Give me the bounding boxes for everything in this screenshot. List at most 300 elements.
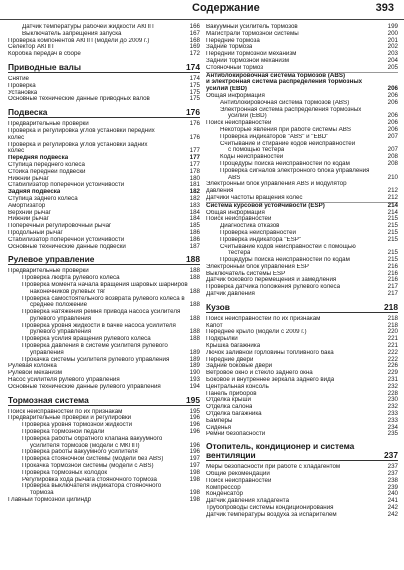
- toc-entry: [8, 96, 200, 103]
- toc-entry-page: 234: [387, 423, 398, 431]
- toc-entry: [8, 83, 200, 90]
- toc-entry-title: Поиск неисправностей по их признакам: [8, 408, 123, 415]
- toc-entry: [206, 237, 398, 244]
- toc-entry-page: 175: [189, 88, 200, 96]
- toc-entry: [8, 148, 200, 155]
- toc-entry-title: Ступица заднего колеса: [8, 195, 78, 202]
- toc-entry-title: Проверка уровня жидкости в бачке насоса усилителя: [22, 322, 176, 329]
- toc-entry-page: 196: [189, 428, 200, 436]
- page-title: Содержание: [192, 2, 260, 14]
- toc-entry-title: Проверка и регулировка углов установки задних: [8, 141, 148, 148]
- toc-entry: [8, 483, 200, 490]
- toc-entry-title: Антиблокировочная система тормозов (ABS): [206, 72, 346, 79]
- toc-entry-page: 215: [387, 235, 398, 243]
- toc-entry: [206, 485, 398, 492]
- toc-entry: [206, 100, 398, 107]
- toc-entry: [206, 498, 398, 505]
- toc-entry-page: 167: [189, 29, 200, 37]
- toc-entry-page: 241: [387, 497, 398, 505]
- toc-entry-title: Задние тормоза: [206, 44, 253, 51]
- toc-entry: [206, 291, 398, 298]
- toc-entry: [206, 181, 398, 188]
- toc-entry-page: 188: [189, 267, 200, 275]
- section-title: Приводные валы: [8, 61, 82, 72]
- toc-entry-page: 190: [189, 369, 200, 377]
- page-header: [0, 0, 404, 20]
- toc-entry: [8, 230, 200, 237]
- toc-entry: [206, 350, 398, 357]
- toc-entry-page: 206: [387, 85, 398, 93]
- toc-entry-page: 198: [189, 468, 200, 476]
- toc-entry-page: 205: [387, 63, 398, 71]
- toc-entry: [8, 275, 200, 282]
- toc-entry: [206, 141, 398, 148]
- toc-entry-title: Проверка компонентов АКПП (модели до 2009 г.): [8, 37, 150, 44]
- toc-entry-title: рулевого управления: [30, 315, 92, 322]
- toc-entry: [8, 196, 200, 203]
- toc-entry-page: 175: [189, 95, 200, 103]
- toc-entry-page: 197: [189, 462, 200, 470]
- toc-entry-title: Амортизатор: [8, 202, 46, 209]
- toc-entry-title: усилий (EBD): [206, 86, 247, 93]
- toc-entry: [206, 491, 398, 498]
- toc-entry-page: 189: [189, 362, 200, 370]
- toc-entry-title: управления: [30, 349, 64, 356]
- toc-entry-title: Датчик давления: [206, 291, 255, 298]
- toc-entry: [8, 329, 200, 336]
- toc-entry: [206, 210, 398, 217]
- toc-entry: [8, 90, 200, 97]
- toc-entry: [206, 264, 398, 271]
- toc-entry-page: 215: [387, 228, 398, 236]
- toc-entry: [206, 216, 398, 223]
- toc-entry-title: Проверка тормозных колодок: [22, 469, 108, 476]
- toc-entry-page: 183: [189, 201, 200, 209]
- toc-entry: [8, 289, 200, 296]
- toc-entry-title: Проверка усилия вращения рулевого колеса: [22, 336, 151, 343]
- toc-entry: [8, 477, 200, 484]
- toc-left-column: [8, 24, 200, 504]
- toc-entry: [206, 257, 398, 264]
- toc-entry-title: Нижний рычаг: [8, 175, 49, 182]
- toc-entry-page: 237: [387, 463, 398, 471]
- toc-entry-page: 238: [387, 476, 398, 484]
- toc-entry-page: 189: [189, 355, 200, 363]
- toc-entry-page: 206: [387, 119, 398, 127]
- toc-entry-title: Основные технические данные подвески: [8, 243, 126, 250]
- toc-entry-title: Электронный блок управления ABS и модулятор: [206, 181, 347, 188]
- toc-entry-page: 188: [189, 274, 200, 282]
- toc-entry-page: 215: [387, 249, 398, 257]
- toc-entry: [206, 464, 398, 471]
- toc-entry-page: 228: [387, 389, 398, 397]
- toc-entry-page: 215: [387, 256, 398, 264]
- toc-entry: [8, 169, 200, 176]
- toc-entry-page: 198: [189, 475, 200, 483]
- toc-entry-title: Коробка передач в сборе: [8, 51, 81, 58]
- toc-entry: [206, 418, 398, 425]
- toc-entry-title: усилителя тормозов (модели с МКПП): [30, 442, 140, 449]
- toc-entry-title: Датчик температуры воздуха за испарителем: [206, 511, 337, 518]
- toc-entry-title: Отделка крыши: [206, 397, 251, 404]
- toc-entry-page: 218: [387, 321, 398, 329]
- toc-entry-page: 184: [189, 208, 200, 216]
- toc-entry: [206, 38, 398, 45]
- toc-entry-page: 195: [189, 407, 200, 415]
- toc-entry-title: Коды неисправностей: [220, 154, 284, 161]
- section-title: Рулевое управление: [8, 254, 95, 265]
- toc-entry-title: Выключатель системы ESP: [206, 270, 286, 277]
- toc-entry-page: 182: [189, 194, 200, 202]
- toc-entry-title: Проверка и регулировка углов установки передних: [8, 127, 155, 134]
- toc-entry-title: Вакуумный усилитель тормозов: [206, 24, 298, 30]
- toc-entry: [8, 323, 200, 330]
- toc-entry-page: 199: [387, 23, 398, 30]
- toc-entry-title: Поиск неисправностей: [206, 120, 272, 127]
- toc-entry-page: 188: [189, 314, 200, 322]
- toc-entry: [8, 76, 200, 83]
- toc-entry-title: Проверка индикатора "ESP": [220, 236, 302, 243]
- toc-entry: [206, 230, 398, 237]
- toc-entry-title: Ремни безопасности: [206, 431, 266, 438]
- toc-entry-title: Проверка неисправностей: [220, 229, 296, 236]
- toc-entry: [8, 422, 200, 429]
- section-title: Кузов: [206, 301, 230, 312]
- toc-entry: [8, 155, 200, 162]
- toc-entry: [8, 128, 200, 135]
- toc-entry: [8, 296, 200, 303]
- toc-section-heading: [8, 395, 200, 406]
- section-page: 188: [186, 254, 200, 265]
- toc-entry-title: Подкрылки: [206, 336, 238, 343]
- toc-entry: [206, 316, 398, 323]
- toc-entry: [8, 182, 200, 189]
- toc-entry-page: 180: [189, 174, 200, 182]
- toc-entry-page: 184: [189, 215, 200, 223]
- toc-entry-title: Прокачка системы усилителя рулевого управления: [22, 356, 170, 363]
- toc-entry-title: Поиск неисправностей: [206, 216, 272, 223]
- toc-entry-page: 203: [387, 50, 398, 58]
- toc-entry-title: Стабилизатор поперечной устойчивости: [8, 182, 125, 189]
- toc-entry-page: 189: [189, 348, 200, 356]
- toc-entry: [8, 316, 200, 323]
- toc-entry: [206, 188, 398, 195]
- toc-entry-page: 178: [189, 167, 200, 175]
- toc-entry-page: 216: [387, 262, 398, 270]
- section-title: Подвеска: [8, 107, 48, 118]
- toc-entry-title: с помощью тестера: [228, 147, 285, 154]
- toc-entry-page: 235: [387, 430, 398, 438]
- toc-entry-page: 206: [387, 125, 398, 133]
- toc-entry-page: 188: [189, 335, 200, 343]
- toc-entry-page: 207: [387, 132, 398, 140]
- toc-entry: [206, 329, 398, 336]
- toc-entry-title: Капот: [206, 322, 223, 329]
- toc-entry-page: 212: [387, 193, 398, 201]
- toc-entry-title: Датчик температуры рабочей жидкости АКПП: [22, 24, 154, 30]
- toc-entry-page: 169: [189, 43, 200, 51]
- toc-entry-page: 198: [189, 489, 200, 497]
- toc-entry-title: Предварительные проверки: [8, 268, 89, 275]
- toc-entry-page: 217: [387, 290, 398, 298]
- toc-entry-title: Нижний рычаг: [8, 216, 49, 223]
- toc-entry-title: Проверка давления в системе усилителя рулевого: [22, 343, 168, 350]
- toc-entry-title: Лючок заливной горловины топливного бака: [206, 349, 334, 356]
- toc-entry-page: 206: [387, 91, 398, 99]
- toc-section-heading: [8, 107, 200, 118]
- toc-entry: [206, 51, 398, 58]
- toc-entry-page: 242: [387, 504, 398, 511]
- toc-entry-page: 233: [387, 410, 398, 418]
- toc-entry-title: Прокачка тормозной системы (модели с ABS): [22, 463, 154, 470]
- toc-entry: [8, 377, 200, 384]
- toc-entry-title: колес: [8, 148, 25, 155]
- toc-entry: [206, 411, 398, 418]
- toc-entry: [8, 162, 200, 169]
- toc-entry-page: 216: [387, 269, 398, 277]
- toc-entry-title: колес: [8, 134, 25, 141]
- toc-entry-page: 215: [387, 215, 398, 223]
- toc-entry-title: Общая информация: [206, 209, 265, 216]
- toc-entry: [8, 203, 200, 210]
- toc-entry-title: тестера: [228, 250, 251, 257]
- toc-entry-page: 174: [189, 74, 200, 82]
- toc-entry: [206, 202, 398, 210]
- page-number: 393: [375, 2, 394, 14]
- toc-entry-title: Стояночный тормоз: [206, 64, 264, 71]
- toc-entry: [206, 431, 398, 438]
- toc-entry-page: 175: [189, 81, 200, 89]
- toc-entry: [206, 244, 398, 251]
- toc-entry: [206, 24, 398, 31]
- toc-entry-title: Снятие: [8, 75, 29, 82]
- toc-entry: [206, 271, 398, 278]
- toc-entry-title: Крышка багажника: [206, 343, 261, 350]
- toc-entry: [8, 302, 200, 309]
- toc-entry-page: 217: [387, 283, 398, 291]
- toc-entry: [206, 147, 398, 154]
- toc-section-heading: [206, 302, 398, 313]
- toc-entry: [206, 343, 398, 350]
- toc-entry-page: 220: [387, 328, 398, 336]
- toc-entry-title: Передние двери: [206, 356, 254, 363]
- toc-entry: [8, 176, 200, 183]
- toc-entry-page: 196: [189, 441, 200, 449]
- toc-entry-title: Ветровое окно и стекло заднего окна: [206, 370, 313, 377]
- toc-section-heading: [8, 62, 200, 73]
- toc-entry-title: Основные технические данные приводных валов: [8, 96, 150, 103]
- toc-entry-title: Боковое и внутреннее зеркала заднего вида: [206, 377, 335, 384]
- toc-entry-title: Электронная система распределения тормозных: [220, 106, 362, 113]
- toc-entry-page: 222: [387, 355, 398, 363]
- section-title: Тормозная система: [8, 394, 89, 405]
- toc-entry: [8, 456, 200, 463]
- toc-entry-page: 196: [189, 421, 200, 429]
- toc-entry: [206, 323, 398, 330]
- toc-entry-title: Центральная консоль: [206, 383, 269, 390]
- toc-entry-page: 197: [189, 455, 200, 463]
- section-page: 237: [384, 450, 398, 461]
- toc-entry-title: Задняя подвеска: [8, 189, 61, 196]
- toc-entry: [8, 237, 200, 244]
- toc-entry: [8, 470, 200, 477]
- toc-entry-page: 242: [387, 510, 398, 518]
- toc-entry-title: Процедуры поиска неисправностей по кодам: [220, 160, 350, 167]
- toc-entry: [8, 38, 200, 45]
- toc-entry: [206, 113, 398, 120]
- toc-entry-title: Основные технические данные рулевого управления: [8, 383, 161, 390]
- toc-entry-title: и электронная система распределения тормозных: [206, 79, 363, 86]
- toc-entry: [206, 154, 398, 161]
- toc-entry-title: Трубопроводы системы кондиционирования: [206, 505, 334, 511]
- toc-entry: [8, 44, 200, 51]
- toc-entry: [8, 443, 200, 450]
- toc-entry: [8, 309, 200, 316]
- toc-entry-title: Общие рекомендации: [206, 471, 270, 478]
- toc-entry-title: Ступица переднего колеса: [8, 161, 85, 168]
- toc-entry-title: Проверка самостоятельного возврата рулевого колеса в: [22, 295, 185, 302]
- toc-entry: [206, 357, 398, 364]
- toc-entry: [8, 409, 200, 416]
- toc-entry-page: 193: [189, 376, 200, 384]
- toc-entry: [206, 377, 398, 384]
- toc-entry-page: 206: [387, 112, 398, 120]
- toc-entry-title: Поиск неисправностей: [206, 477, 272, 484]
- toc-entry-title: Диагностика отказов: [220, 223, 280, 230]
- toc-entry-title: Датчики частоты вращения колес: [206, 194, 303, 201]
- toc-entry: [8, 189, 200, 196]
- toc-entry-page: 194: [189, 382, 200, 390]
- toc-entry-page: 214: [387, 208, 398, 216]
- section-title: Отопитель, кондиционер и система вентиляции: [206, 441, 355, 461]
- toc-entry: [206, 93, 398, 100]
- toc-entry: [206, 127, 398, 134]
- toc-entry-title: Регулировка хода рычага стояночного тормоза: [22, 476, 157, 483]
- toc-entry-title: Общая информация: [206, 92, 265, 99]
- toc-entry-title: Проверка выключателя индикатора стояночного: [22, 483, 162, 490]
- toc-entry-title: Бамперы: [206, 417, 233, 424]
- toc-entry-title: Магистрали тормозной системы: [206, 30, 299, 37]
- toc-right-column: [206, 24, 398, 519]
- toc-entry: [8, 429, 200, 436]
- section-page: 174: [186, 61, 200, 72]
- toc-entry-title: Передняя подвеска: [8, 155, 69, 162]
- toc-entry-title: Проверка индикаторов "ABS" и "EBD": [220, 133, 329, 140]
- toc-entry: [206, 107, 398, 114]
- toc-entry-title: Отделка багажника: [206, 411, 262, 418]
- toc-entry-page: 239: [387, 483, 398, 491]
- toc-entry-page: 218: [387, 314, 398, 322]
- toc-entry: [206, 336, 398, 343]
- toc-entry: [206, 505, 398, 512]
- toc-entry: [206, 134, 398, 141]
- toc-entry-title: Конденсатор: [206, 491, 243, 498]
- toc-entry-page: 166: [189, 23, 200, 30]
- toc-entry-page: 196: [189, 448, 200, 456]
- toc-entry-title: Считывание кодов неисправностей с помощью: [220, 243, 356, 250]
- toc-entry: [206, 44, 398, 51]
- toc-entry-page: 206: [387, 98, 398, 106]
- toc-section-heading: [206, 442, 398, 461]
- toc-entry: [8, 415, 200, 422]
- toc-entry: [8, 384, 200, 391]
- toc-entry-title: Поперечный регулировочный рычаг: [8, 223, 112, 230]
- toc-entry-title: Стойка передней подвески: [8, 168, 86, 175]
- toc-entry-page: 215: [387, 222, 398, 230]
- toc-entry-title: Система курсовой устойчивости (ESP): [206, 202, 325, 209]
- toc-entry-page: 221: [387, 335, 398, 343]
- toc-entry: [8, 336, 200, 343]
- toc-entry: [8, 370, 200, 377]
- toc-entry: [206, 391, 398, 398]
- toc-entry-page: 177: [189, 147, 200, 155]
- toc-entry: [206, 284, 398, 291]
- toc-entry-page: 188: [189, 301, 200, 309]
- toc-entry-title: Поиск неисправностей по их признакам: [206, 315, 321, 322]
- toc-entry-title: ABS: [228, 174, 241, 181]
- toc-entry-title: рулевого управления: [30, 329, 92, 336]
- toc-entry-page: 176: [189, 120, 200, 128]
- toc-entry-title: Рулевой механизм: [8, 370, 62, 377]
- toc-entry-page: 229: [387, 369, 398, 377]
- toc-entry-page: 188: [189, 328, 200, 336]
- toc-entry: [8, 216, 200, 223]
- toc-entry-title: Передние тормоза: [206, 37, 260, 44]
- toc-entry-title: Сиденья: [206, 424, 231, 431]
- toc-entry: [206, 120, 398, 127]
- toc-entry-page: 200: [387, 29, 398, 37]
- toc-entry-page: 201: [387, 36, 398, 44]
- toc-entry: [8, 497, 200, 504]
- toc-entry: [206, 175, 398, 182]
- toc-entry-title: Предварительные проверки и регулировки: [8, 415, 132, 422]
- toc-entry: [206, 404, 398, 411]
- toc-entry-title: Предварительные проверки: [8, 121, 89, 128]
- toc-entry-page: 177: [189, 160, 200, 168]
- toc-entry-page: 172: [189, 50, 200, 58]
- toc-entry: [8, 463, 200, 470]
- toc-entry-title: давления: [206, 188, 234, 195]
- toc-entry: [206, 79, 398, 86]
- toc-entry-title: Верхний рычаг: [8, 209, 51, 216]
- toc-entry-page: 186: [189, 235, 200, 243]
- toc-entry-title: наконечников рулевых тяг: [30, 288, 106, 295]
- toc-entry-title: Главный тормозной цилиндр: [8, 497, 92, 504]
- toc-entry-page: 222: [387, 348, 398, 356]
- toc-entry-title: усилий (EBD): [228, 113, 267, 120]
- toc-entry-title: Проверка тормозной педали: [22, 429, 105, 436]
- toc-entry-page: 214: [387, 201, 398, 209]
- toc-entry: [8, 436, 200, 443]
- toc-entry: [8, 142, 200, 149]
- toc-entry: [8, 343, 200, 350]
- toc-entry-title: Датчик давления хладагента: [206, 498, 290, 505]
- toc-entry: [8, 449, 200, 456]
- toc-entry: [206, 250, 398, 257]
- toc-entry-title: Выключатель запрещения запуска: [22, 30, 122, 37]
- toc-entry: [206, 370, 398, 377]
- toc-entry: [206, 168, 398, 175]
- toc-entry-page: 204: [387, 56, 398, 64]
- toc-entry-page: 208: [387, 159, 398, 167]
- toc-entry: [8, 24, 200, 31]
- toc-entry: [206, 425, 398, 432]
- toc-entry: [8, 51, 200, 58]
- toc-entry-title: Проверка работы обратного клапана вакуумного: [22, 435, 163, 442]
- toc-entry-page: 185: [189, 222, 200, 230]
- toc-entry-page: 216: [387, 276, 398, 284]
- toc-entry-page: 181: [189, 181, 200, 189]
